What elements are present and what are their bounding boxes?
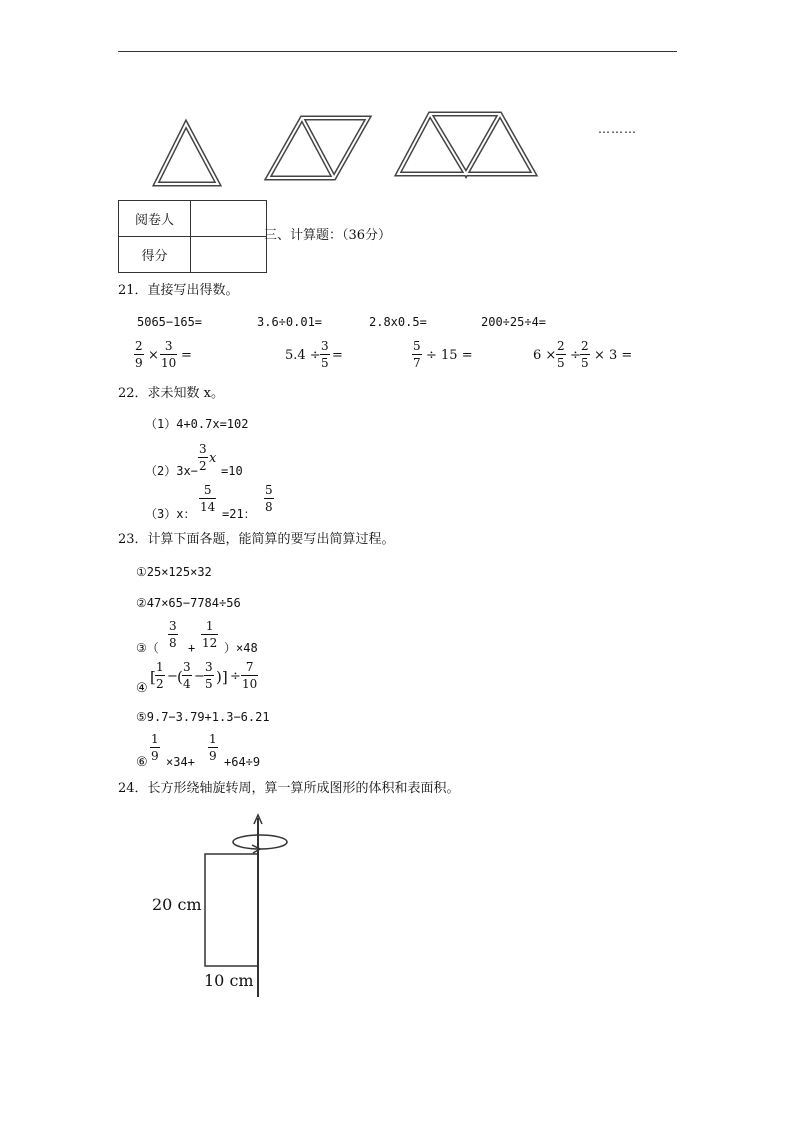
reviewer-label: 阅卷人 <box>119 201 191 237</box>
q23-item-4-open: [ <box>150 668 156 686</box>
q21-f3-frac: $\frac{5}{7}$ <box>413 339 421 370</box>
q23-item-3-frac-b: $\frac{1}{12}$ <box>202 619 218 650</box>
section-3-title: 三、计算题：（36分） <box>264 228 392 243</box>
q21-f1-frac-a: $\frac{2}{9}$ <box>135 339 143 370</box>
q23-item-4-mark: ④ <box>136 681 148 696</box>
q23-item-4-minus-2: − <box>194 669 205 684</box>
q22-part-3-mid: =21： <box>222 507 256 521</box>
q22-part-2-var: x <box>209 451 217 466</box>
q21-f4-tail: × 3 = <box>594 348 633 363</box>
q21-f2-eq: = <box>332 348 343 363</box>
q23-item-4-frac-b: $\frac{3}{4}$ <box>183 660 191 691</box>
width-label: 10 cm <box>204 971 254 990</box>
reviewer-cell <box>191 201 267 237</box>
q21-f4-frac-b: $\frac{2}{5}$ <box>581 339 589 370</box>
q21-item-4: 200÷25÷4= <box>481 315 547 329</box>
q21-f4-op: ÷ <box>570 348 581 363</box>
q23-item-6-tail: +64÷9 <box>224 755 261 769</box>
q23-item-1: ①25×125×32 <box>136 565 212 579</box>
q22-part-1: （1）4+0.7x=102 <box>145 417 249 431</box>
q23-item-2: ②47×65−7784÷56 <box>136 596 241 610</box>
score-cell <box>191 237 267 273</box>
q23-item-4-frac-c: $\frac{3}{5}$ <box>205 660 213 691</box>
matchstick-triangles-figure <box>150 108 550 192</box>
q22-part-3-frac-b: $\frac{5}{8}$ <box>265 483 273 514</box>
q21-f1-frac-b: $\frac{3}{10}$ <box>161 339 177 370</box>
q22-part-2-lead: （2）3x− <box>145 464 198 478</box>
height-label: 20 cm <box>152 895 202 914</box>
q21-f3-tail: ÷ 15 = <box>426 348 473 363</box>
q23-item-6-frac-a: $\frac{1}{9}$ <box>151 732 159 763</box>
q23-item-4-div: ÷ <box>230 669 241 684</box>
q23-item-6-frac-b: $\frac{1}{9}$ <box>209 732 217 763</box>
q22-title: 22．求未知数 x。 <box>118 386 225 401</box>
q24-title: 24．长方形绕轴旋转周，算一算所成图形的体积和表面积。 <box>118 781 460 796</box>
q23-item-6-mid: ×34+ <box>166 755 195 769</box>
q21-item-1: 5065−165= <box>137 315 203 329</box>
q22-part-3-lead: （3）x： <box>145 507 196 521</box>
q23-item-4-frac-a: $\frac{1}{2}$ <box>156 660 164 691</box>
q23-item-3-tail: ）×48 <box>224 641 258 655</box>
score-label: 得分 <box>119 237 191 273</box>
q21-f2-lead: 5.4 ÷ <box>285 348 321 363</box>
q21-f2-frac: $\frac{3}{5}$ <box>321 339 329 370</box>
q23-item-4-close: )] <box>216 668 228 686</box>
q23-item-3-lead: ③（ <box>136 641 159 655</box>
q23-item-6-mark: ⑥ <box>136 755 148 770</box>
q23-item-5: ⑤9.7−3.79+1.3−6.21 <box>136 710 270 724</box>
header-rule <box>118 51 677 52</box>
q23-item-4-frac-d: $\frac{7}{10}$ <box>242 660 258 691</box>
q21-f1-eq: = <box>181 348 192 363</box>
q22-part-2-frac: $\frac{3}{2}$ <box>199 442 207 473</box>
q23-title: 23．计算下面各题，能简算的要写出简算过程。 <box>118 532 395 547</box>
q23-item-3-frac-a: $\frac{3}{8}$ <box>169 619 177 650</box>
q23-item-4-minus-1: − <box>167 669 178 684</box>
q23-item-4-paren-open: ( <box>177 668 183 686</box>
q21-item-3: 2.8x0.5= <box>369 315 427 329</box>
q23-item-3-plus: + <box>188 641 196 655</box>
q21-f1-op: × <box>148 348 159 363</box>
q22-part-2-tail: =10 <box>221 464 243 478</box>
q22-part-3-frac-a: $\frac{5}{14}$ <box>200 483 216 514</box>
continuation-dots: ……… <box>598 122 637 136</box>
grader-table <box>118 200 267 273</box>
q21-f4-frac-a: $\frac{2}{5}$ <box>557 339 565 370</box>
q21-title: 21．直接写出得数。 <box>118 283 239 298</box>
q21-f4-lead: 6 × <box>533 348 557 363</box>
q21-item-2: 3.6÷0.01= <box>257 315 323 329</box>
